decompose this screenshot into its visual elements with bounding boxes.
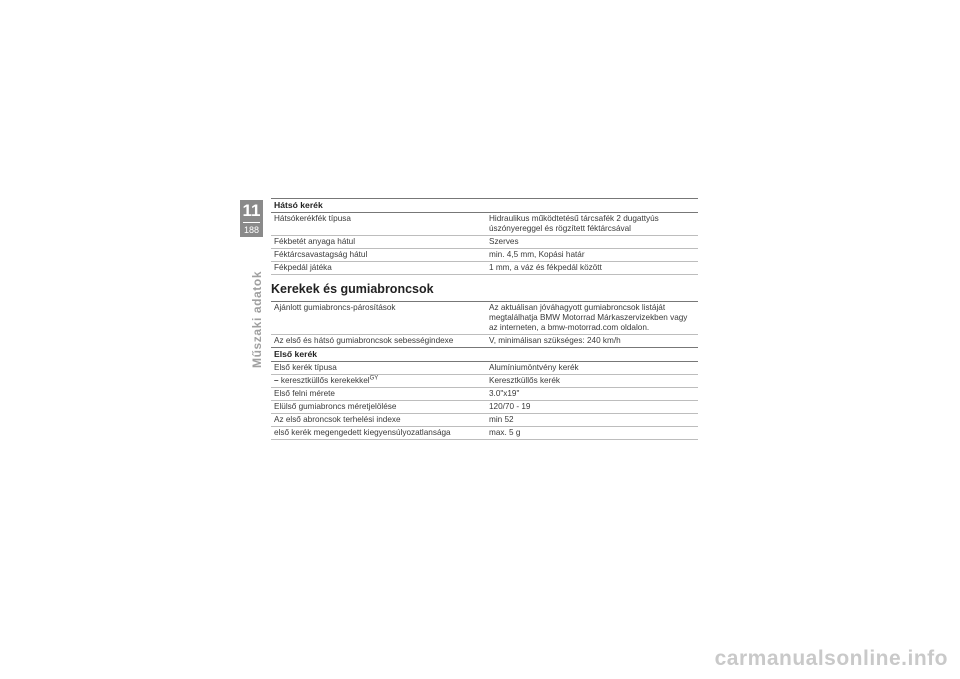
row-label: Fékbetét anyaga hátul <box>274 237 356 246</box>
table-row <box>271 401 698 414</box>
table-row <box>271 427 698 440</box>
watermark: carmanualsonline.info <box>714 647 948 670</box>
row-value: min 52 <box>489 415 514 424</box>
row-label: Fékpedál játéka <box>274 263 332 272</box>
table-row <box>271 302 698 335</box>
row-label: Féktárcsavastagság hátul <box>274 250 368 259</box>
rear-wheel-table <box>271 213 698 275</box>
row-label: Az első és hátsó gumiabroncsok sebességindexe <box>274 336 454 345</box>
chapter-title: Műszaki adatok <box>250 270 264 368</box>
table-row <box>271 236 698 249</box>
chapter-tab <box>240 200 263 237</box>
table-row <box>271 262 698 275</box>
table-row <box>271 388 698 401</box>
row-value: min. 4,5 mm, Kopási határ <box>489 250 585 259</box>
row-value: max. 5 g <box>489 428 521 437</box>
front-wheel-table <box>271 362 698 440</box>
table-row <box>271 249 698 262</box>
row-value: 120/70 - 19 <box>489 402 531 411</box>
row-label: Az első abroncsok terhelési indexe <box>274 415 401 424</box>
row-value: 1 mm, a váz és fékpedál között <box>489 263 602 272</box>
row-label: Elülső gumiabroncs méretjelölése <box>274 402 397 411</box>
row-value: Szerves <box>489 237 519 246</box>
chapter-tab-divider <box>243 222 260 223</box>
table-row <box>271 362 698 375</box>
wheels-tyres-heading: Kerekek és gumiabroncsok <box>271 282 434 296</box>
row-label: Ajánlott gumiabroncs-párosítások <box>274 303 396 312</box>
row-label: Első felni mérete <box>274 389 335 398</box>
table-row <box>271 335 698 348</box>
front-wheel-heading: Első kerék <box>271 348 698 362</box>
row-label-option <box>271 375 486 387</box>
table-row <box>271 213 698 236</box>
option-code: GY <box>369 375 379 382</box>
row-label: első kerék megengedett kiegyensúlyozatlansága <box>274 428 451 437</box>
option-label: keresztküllős kerekekkel <box>280 376 370 385</box>
spec-content <box>271 198 698 440</box>
chapter-number: 11 <box>242 201 261 220</box>
option-dash: – <box>274 376 279 385</box>
row-value: Az aktuálisan jóváhagyott gumiabroncsok listáját megtalálhatja BMW Motorrad Márkaszervizekben vagy az interneten, a bmw-motorrad.com oldalon. <box>489 303 688 332</box>
row-value: Hidraulikus működtetésű tárcsafék 2 dugattyús úszónyereggel és rögzített féktárcsával <box>489 214 659 233</box>
table-row <box>271 375 698 388</box>
page-number: 188 <box>243 225 260 235</box>
wheels-tyres-table <box>271 302 698 348</box>
row-value: 3.0"x19" <box>489 389 520 398</box>
row-value: V, minimálisan szükséges: 240 km/h <box>489 336 621 345</box>
row-label: Hátsókerékfék típusa <box>274 214 351 223</box>
table-row <box>271 414 698 427</box>
rear-wheel-heading: Hátsó kerék <box>271 199 698 213</box>
row-label: Első kerék típusa <box>274 363 337 372</box>
row-value: Keresztküllős kerék <box>489 376 560 385</box>
row-value: Alumíniumöntvény kerék <box>489 363 579 372</box>
